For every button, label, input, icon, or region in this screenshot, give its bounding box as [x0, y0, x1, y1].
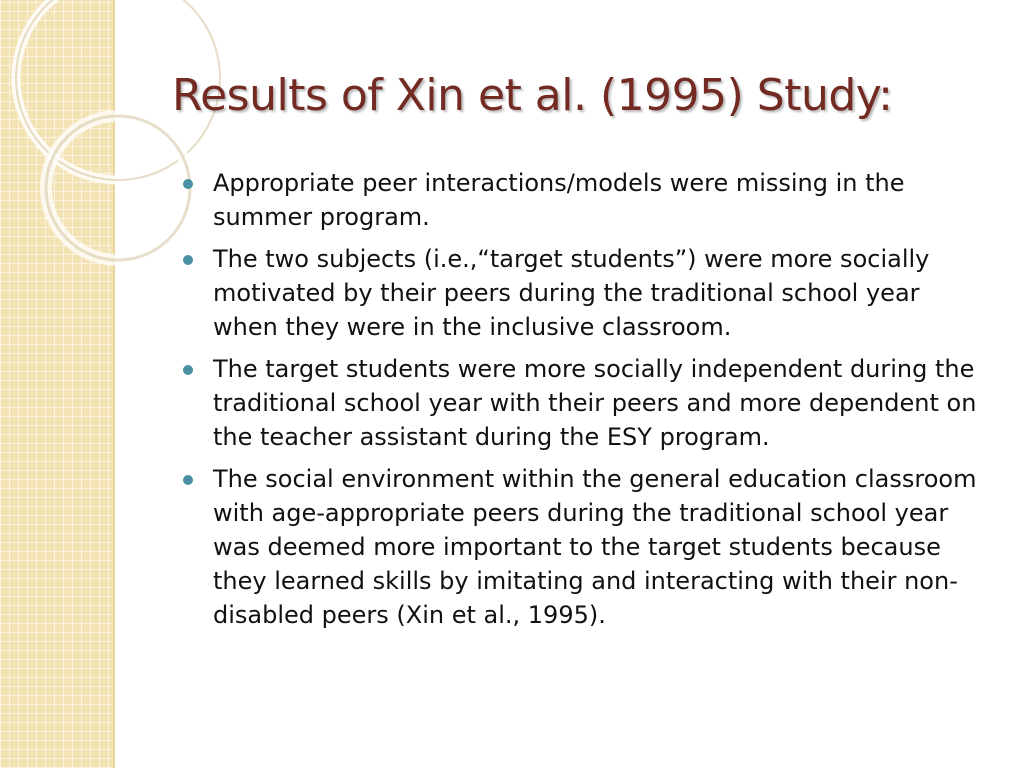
bullet-dot-icon — [183, 255, 193, 265]
bullet-text: The target students were more socially independent during the traditional school year with their peers and more dependent on the teacher assistant during the ESY program. — [213, 355, 977, 451]
bullet-dot-icon — [183, 179, 193, 189]
bullet-item — [183, 242, 988, 344]
bullet-text: The social environment within the general education classroom with age-appropriate peers during the traditional school year was deemed more important to the target students because they learned skills by imitating and interacting with their non-disabled peers (Xin et al., 1995). — [213, 465, 977, 629]
slide-title: Results of Xin et al. (1995) Study: — [172, 70, 893, 121]
bullet-item — [183, 166, 988, 234]
bullet-dot-icon — [183, 365, 193, 375]
bullet-text: The two subjects (i.e.,“target students”) were more socially motivated by their peers during the traditional school year when they were in the inclusive classroom. — [213, 245, 930, 341]
bullet-dot-icon — [183, 475, 193, 485]
bullet-item — [183, 462, 988, 632]
bullet-text: Appropriate peer interactions/models were missing in the summer program. — [213, 169, 905, 231]
bullet-item — [183, 352, 988, 454]
bullet-list — [183, 166, 988, 640]
